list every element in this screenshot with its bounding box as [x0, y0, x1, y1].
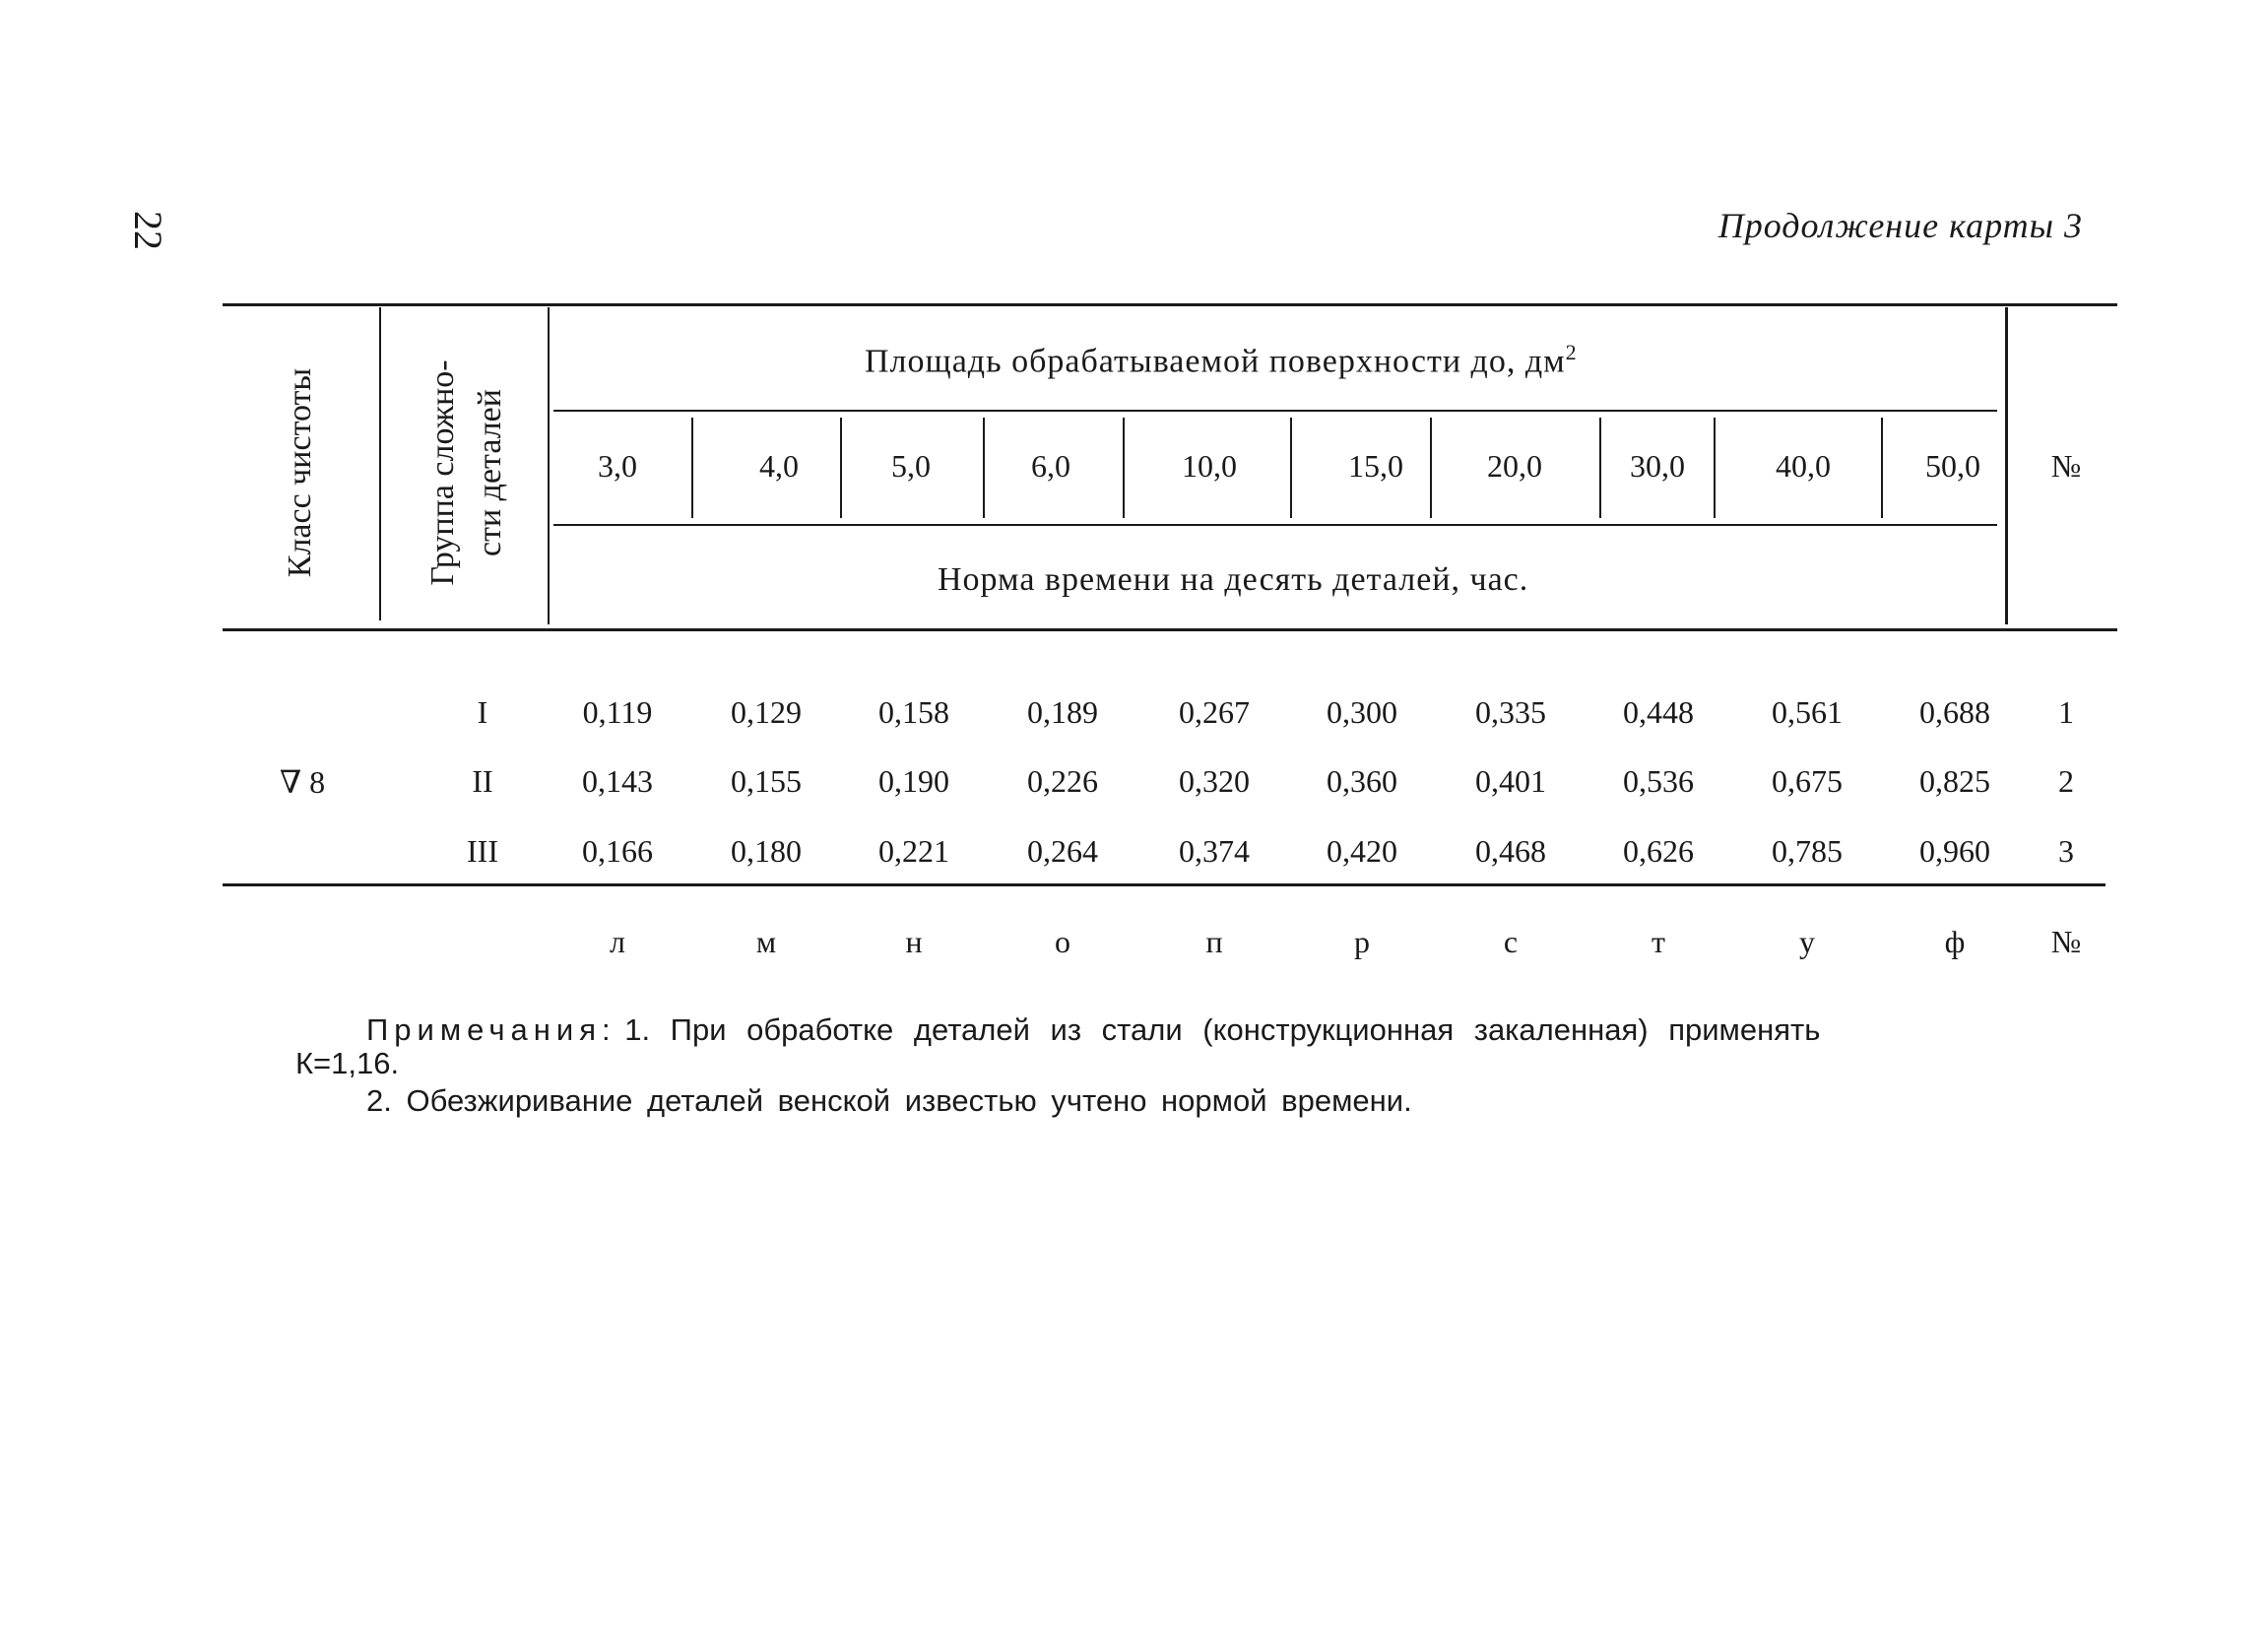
row-group: III	[467, 833, 498, 869]
row-value: 0,960	[1919, 833, 1990, 869]
area-value: 50,0	[1925, 448, 1980, 484]
area-divider	[1430, 418, 1432, 518]
area-value: 5,0	[891, 448, 931, 484]
row-value: 0,158	[878, 694, 949, 730]
column-letter: с	[1503, 924, 1519, 959]
area-value: 40,0	[1776, 448, 1831, 484]
area-divider	[1714, 418, 1716, 518]
column-letter: м	[755, 924, 777, 959]
row-value: 0,825	[1919, 763, 1990, 799]
area-value: 20,0	[1487, 448, 1542, 484]
column-letter: ф	[1944, 924, 1966, 959]
area-values-rule	[553, 524, 1997, 526]
no-column-header: №	[2050, 448, 2082, 484]
area-divider	[840, 418, 842, 518]
row-value: 0,626	[1623, 833, 1694, 869]
row-value: 0,129	[731, 694, 802, 730]
row-value: 0,221	[878, 833, 949, 869]
area-value: 6,0	[1031, 448, 1070, 484]
divider-group-area	[548, 307, 550, 624]
column-letter: у	[1799, 924, 1815, 959]
note-1	[366, 1012, 1820, 1048]
row-value: 0,401	[1475, 763, 1546, 799]
row-value: 0,166	[582, 833, 653, 869]
row-value: 0,119	[582, 694, 653, 730]
column-letter: р	[1354, 924, 1370, 959]
area-unit-superscript: 2	[1565, 340, 1578, 364]
letters-no-label: №	[2050, 924, 2082, 959]
row-value: 0,360	[1327, 763, 1397, 799]
header-bottom-rule	[223, 628, 2117, 631]
column-letter: п	[1205, 924, 1223, 959]
row-value: 0,143	[582, 763, 653, 799]
row-value: 0,374	[1179, 833, 1250, 869]
page-number: 22	[126, 211, 170, 250]
row-value: 0,155	[731, 763, 802, 799]
row-value: 0,190	[878, 763, 949, 799]
area-divider	[1290, 418, 1292, 518]
body-bottom-rule	[223, 883, 2106, 886]
column-letter: о	[1055, 924, 1070, 959]
row-value: 0,675	[1772, 763, 1843, 799]
note-2: 2. Обезжиривание деталей венской известью учтено нормой времени.	[366, 1083, 1412, 1118]
row-value: 0,267	[1179, 694, 1250, 730]
norm-header: Норма времени на десять деталей, час.	[938, 561, 1529, 598]
continuation-title: Продолжение карты 3	[1717, 206, 2083, 245]
area-divider	[1881, 418, 1883, 518]
row-number: 3	[2058, 833, 2074, 869]
area-value: 4,0	[759, 448, 799, 484]
row-value: 0,320	[1179, 763, 1250, 799]
note-1-continuation: К=1,16.	[295, 1046, 400, 1080]
row-value: 0,536	[1623, 763, 1694, 799]
area-header-title	[865, 340, 1578, 380]
row-value: 0,180	[731, 833, 802, 869]
area-divider	[983, 418, 985, 518]
row-value: 0,420	[1327, 833, 1397, 869]
divider-class-group	[379, 307, 381, 620]
row-number: 1	[2058, 694, 2074, 730]
area-value: 3,0	[598, 448, 637, 484]
column-letter: л	[610, 924, 625, 959]
row-value: 0,561	[1772, 694, 1843, 730]
column-letter: т	[1652, 924, 1665, 959]
row-value: 0,448	[1623, 694, 1694, 730]
row-value: 0,300	[1327, 694, 1397, 730]
row-value: 0,264	[1027, 833, 1098, 869]
area-divider	[1123, 418, 1125, 518]
area-title-rule	[553, 410, 1997, 412]
area-value: 10,0	[1182, 448, 1237, 484]
group-column-header-line1: Группа сложно-	[424, 359, 461, 586]
row-value: 0,688	[1919, 694, 1990, 730]
column-letter: н	[905, 924, 923, 959]
divider-area-no	[2005, 307, 2008, 624]
row-value: 0,226	[1027, 763, 1098, 799]
class-column-header: Класс чистоты	[282, 367, 318, 578]
row-value: 0,189	[1027, 694, 1098, 730]
note-1-text: 1. При обработке деталей из стали (конструкционная закаленная) применять	[624, 1012, 1821, 1047]
area-value: 15,0	[1348, 448, 1403, 484]
row-group: II	[472, 763, 493, 799]
row-value: 0,785	[1772, 833, 1843, 869]
group-column-header-line2: сти деталей	[472, 389, 508, 556]
row-group: I	[477, 694, 488, 730]
area-divider	[691, 418, 693, 518]
area-value: 30,0	[1630, 448, 1685, 484]
class-value: ∇ 8	[279, 764, 326, 800]
row-value: 0,335	[1475, 694, 1546, 730]
area-divider	[1599, 418, 1601, 518]
area-header-text: Площадь обрабатываемой поверхности до, дм	[865, 343, 1566, 380]
row-number: 2	[2058, 763, 2074, 799]
row-value: 0,468	[1475, 833, 1546, 869]
notes-label: Примечания:	[366, 1012, 616, 1047]
table-top-rule	[223, 303, 2117, 306]
